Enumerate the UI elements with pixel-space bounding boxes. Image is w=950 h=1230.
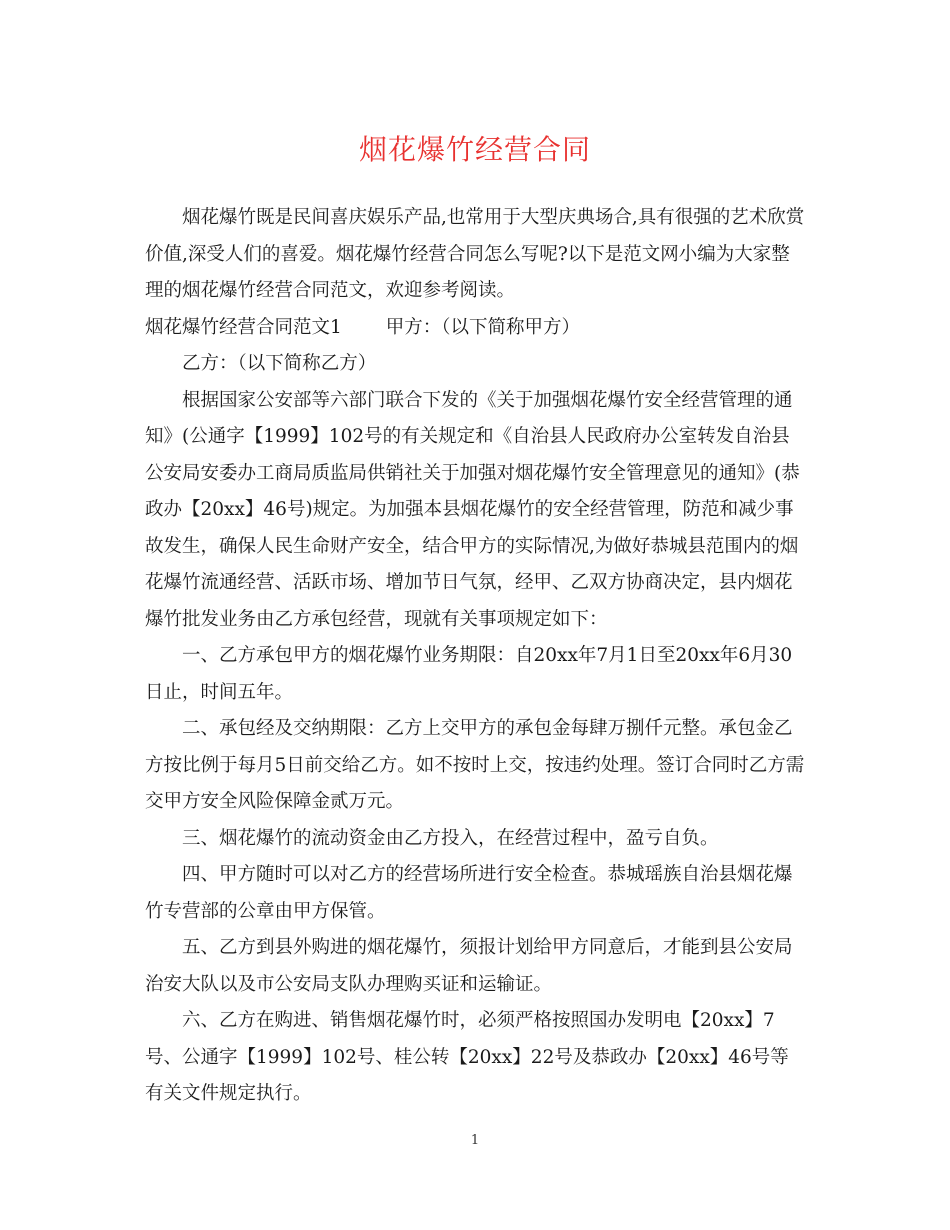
sample-heading-line xyxy=(145,310,805,347)
clause-6: 六、乙方在购进、销售烟花爆竹时，必须严格按照国办发明电【20xx】7号、公通字【1999】102号、桂公转【20xx】22号及恭政办【20xx】46号等有关文件规定执行。 xyxy=(145,1010,789,1104)
page-number: 1 xyxy=(470,1133,480,1148)
clause-3: 三、烟花爆竹的流动资金由乙方投入，在经营过程中，盈亏自负。 xyxy=(182,827,719,849)
clause-2: 二、承包经及交纳期限：乙方上交甲方的承包金每肆万捌仟元整。承包金乙方按比例于每月5日前交给乙方。如不按时上交，按违约处理。签订合同时乙方需交甲方安全风险保障金贰万元。 xyxy=(145,718,805,812)
document-body xyxy=(145,200,805,1113)
party-a-line: 甲方：（以下简称甲方） xyxy=(385,316,581,338)
clause-1: 一、乙方承包甲方的烟花爆竹业务期限：自20xx年7月1日至20xx年6月30日止，时间五年。 xyxy=(145,645,793,703)
preamble-paragraph: 根据国家公安部等六部门联合下发的《关于加强烟花爆竹安全经营管理的通知》(公通字【1999】102号的有关规定和《自治县人民政府办公室转发自治县公安局安委办工商局质监局供销社关于加强对烟花爆竹安全管理意见的通知》(恭政办【20xx】46号)规定。为加强本县烟花爆竹的安全经营管理，防范和减少事故发生，确保人民生命财产安全，结合甲方的实际情况,为做好恭城县范围内的烟花爆竹流通经营、活跃市场、增加节日气氛，经甲、乙双方协商决定，县内烟花爆竹批发业务由乙方承包经营，现就有关事项规定如下： xyxy=(145,389,800,630)
party-b-line: 乙方：（以下简称乙方） xyxy=(182,353,377,374)
sample-heading: 烟花爆竹经营合同范文1 xyxy=(145,316,342,338)
clause-4: 四、甲方随时可以对乙方的经营场所进行安全检查。恭城瑶族自治县烟花爆竹专营部的公章由甲方保管。 xyxy=(145,864,793,922)
clause-5: 五、乙方到县外购进的烟花爆竹，须报计划给甲方同意后，才能到县公安局治安大队以及市公安局支队办理购买证和运输证。 xyxy=(145,937,793,995)
document-title: 烟花爆竹经营合同 xyxy=(358,133,591,166)
intro-paragraph: 烟花爆竹既是民间喜庆娱乐产品,也常用于大型庆典场合,具有很强的艺术欣赏价值,深受人们的喜爱。烟花爆竹经营合同怎么写呢?以下是范文网小编为大家整理的烟花爆竹经营合同范文，欢迎参考阅读。 xyxy=(145,207,805,301)
